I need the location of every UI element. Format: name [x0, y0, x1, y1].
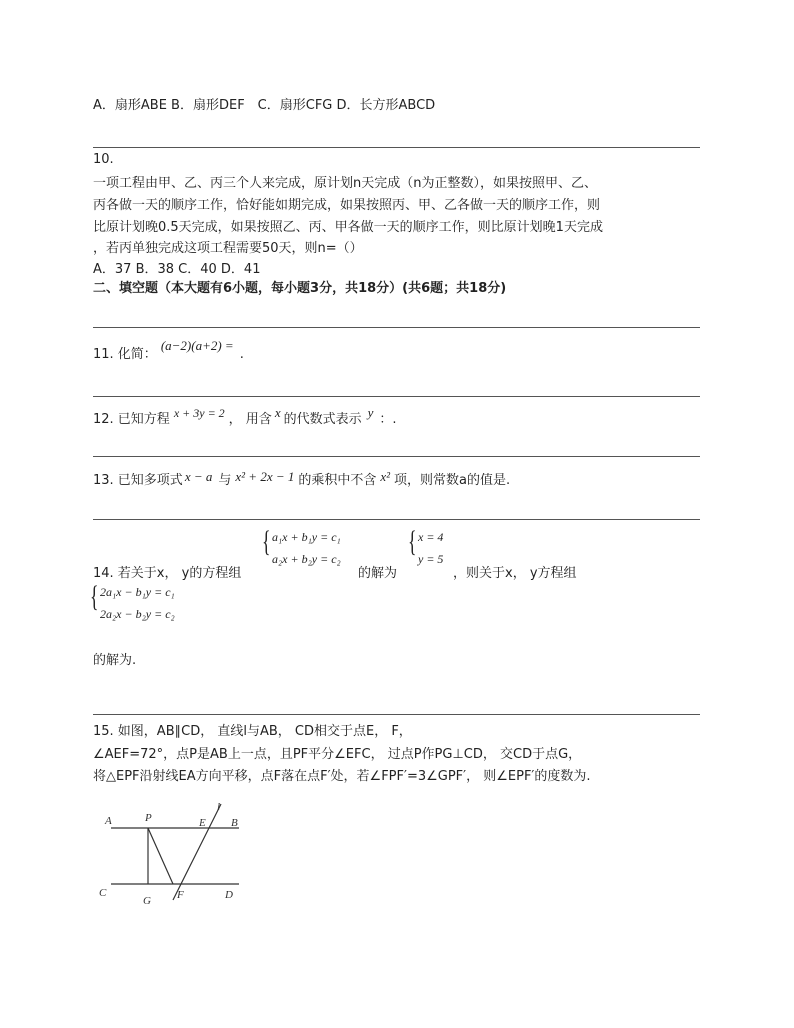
q9-options: A．扇形ABE B．扇形DEF C．扇形CFG D．长方形ABCD [93, 98, 436, 113]
q11 [93, 338, 244, 362]
q14-suffix: ，则关于x， y方程组 [453, 566, 577, 581]
q12 [93, 405, 397, 427]
q15-line-2: ∠AEF=72°，点P是AB上一点，且PF平分∠EFC， 过点P作PG⊥CD， 交CD于点G， [93, 747, 582, 762]
label-a: A [105, 815, 112, 827]
q12-mid2: 的代数式表示 [283, 412, 362, 427]
label-d: D [225, 889, 233, 901]
q10-options: A．37 B．38 C．40 D．41 [93, 262, 261, 277]
q14-system2-line2: 2a₂x − b₂y = c₂ [100, 607, 175, 621]
q13-mid: 与 [218, 473, 232, 488]
label-b: B [231, 817, 238, 829]
line-l [173, 804, 221, 900]
brace-icon: { [90, 580, 99, 613]
q13-prefix: 13. 已知多项式 [93, 473, 183, 488]
q12-var-x: x [274, 405, 281, 420]
q11-expression: (a−2)(a+2) = [160, 338, 234, 353]
q15-geometry-figure [93, 800, 253, 910]
q12-mid: ， 用含 [228, 412, 272, 427]
q13-suffix: 项，则常数a的值是. [394, 473, 511, 488]
q13-expr3: x² [380, 469, 391, 484]
q13-expr2: x² + 2x − 1 [235, 469, 295, 484]
divider [93, 327, 700, 328]
label-g: G [143, 895, 151, 907]
q12-var-y: y [367, 405, 374, 420]
label-e: E [199, 817, 206, 829]
q14-system2-line1: 2a₁x − b₁y = c₁ [100, 585, 175, 599]
q14-solution-line1: x = 4 [418, 530, 444, 544]
q11-prefix: 11. 化简： [93, 347, 157, 362]
q14-system1-line1: a₁x + b₁y = c₁ [272, 530, 341, 544]
q14-prefix: 14. 若关于x， y的方程组 [93, 566, 242, 581]
divider [93, 714, 700, 715]
divider [93, 147, 700, 148]
q13-mid2: 的乘积中不含 [298, 473, 377, 488]
q12-suffix: ：. [379, 412, 397, 427]
q14-system1-line2: a₂x + b₂y = c₂ [272, 552, 341, 566]
label-f: F [177, 889, 184, 901]
q11-suffix: . [239, 347, 244, 362]
q13-expr1: x − a [184, 469, 213, 484]
q10-number: 10. [93, 152, 114, 167]
q12-prefix: 12. 已知方程 [93, 412, 170, 427]
q14-tail: 的解为. [93, 653, 137, 668]
segment-pf [148, 828, 173, 884]
q14-solution-line2: y = 5 [418, 552, 444, 566]
brace-icon: { [408, 525, 417, 558]
divider [93, 456, 700, 457]
q12-equation: x + 3y = 2 [173, 406, 225, 420]
q13 [93, 469, 510, 488]
divider [93, 396, 700, 397]
section-title: 二、填空题（本大题有6小题，每小题3分，共18分）(共6题；共18分) [93, 281, 507, 296]
brace-icon: { [262, 525, 271, 558]
label-p: P [145, 812, 152, 824]
divider [93, 519, 700, 520]
q15-line-3: 将△EPF沿射线EA方向平移，点F落在点F′处，若∠FPF′=3∠GPF′， 则∠EPF′的度数为. [93, 769, 591, 784]
q15-line-1: 15. 如图，AB∥CD， 直线l与AB， CD相交于点E， F， [93, 724, 412, 739]
label-c: C [99, 887, 107, 899]
q10-line-4: ，若丙单独完成这项工程需要50天，则n=（） [93, 241, 363, 256]
q10-line-3: 比原计划晚0.5天完成，如果按照乙、丙、甲各做一天的顺序工作，则比原计划晚1天完成 [93, 220, 603, 235]
label-l: l [217, 801, 221, 813]
q14-mid: 的解为 [358, 566, 398, 581]
q10-line-1: 一项工程由甲、乙、丙三个人来完成，原计划n天完成（n为正整数），如果按照甲、乙、 [93, 176, 597, 191]
q10-line-2: 丙各做一天的顺序工作，恰好能如期完成，如果按照丙、甲、乙各做一天的顺序工作，则 [93, 198, 601, 213]
